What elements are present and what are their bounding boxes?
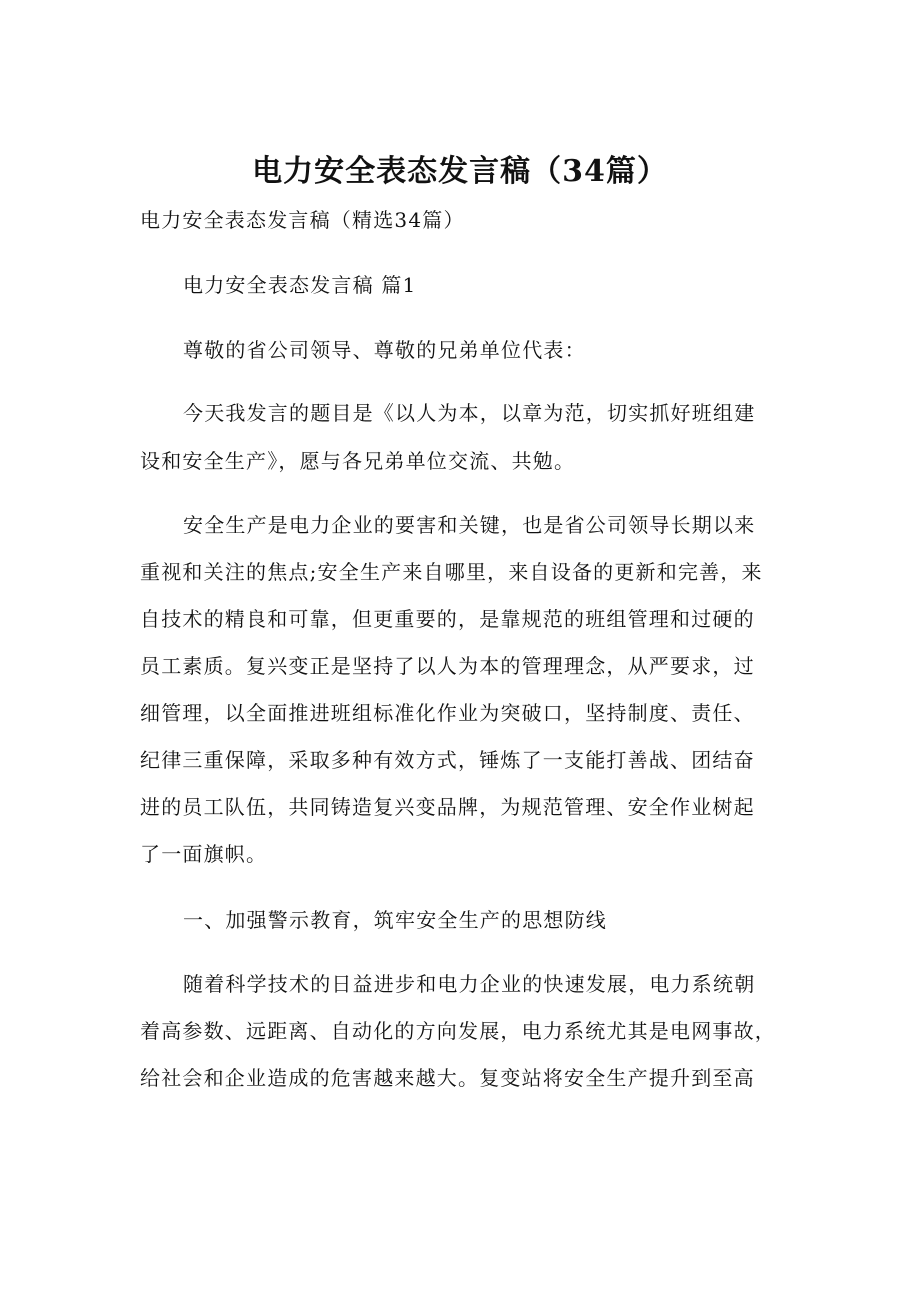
paragraph-line: 细管理，以全面推进班组标准化作业为突破口，坚持制度、责任、 [140, 701, 755, 725]
section-heading-1: 一、加强警示教育，筑牢安全生产的思想防线 [183, 908, 607, 932]
paragraph-line: 了一面旗帜。 [140, 842, 268, 866]
salutation: 尊敬的省公司领导、尊敬的兄弟单位代表： [183, 338, 586, 362]
paragraph-line: 随着科学技术的日益进步和电力企业的快速发展，电力系统朝 [183, 972, 756, 996]
paragraph-line: 进的员工队伍，共同铸造复兴变品牌，为规范管理、安全作业树起 [140, 795, 755, 819]
paragraph-line: 安全生产是电力企业的要害和关键，也是省公司领导长期以来 [183, 513, 756, 537]
document-title: 电力安全表态发言稿（34篇） [252, 154, 668, 189]
paragraph-line: 重视和关注的焦点;安全生产来自哪里，来自设备的更新和完善，来 [140, 560, 763, 584]
paragraph-line: 纪律三重保障，采取多种有效方式，锤炼了一支能打善战、团结奋 [140, 748, 755, 772]
section-heading: 电力安全表态发言稿 篇1 [183, 273, 417, 297]
paragraph-line: 今天我发言的题目是《以人为本，以章为范，切实抓好班组建 [183, 401, 756, 425]
document-subtitle: 电力安全表态发言稿（精选34篇） [140, 208, 465, 232]
paragraph-line: 自技术的精良和可靠，但更重要的，是靠规范的班组管理和过硬的 [140, 607, 755, 631]
paragraph-line: 员工素质。复兴变正是坚持了以人为本的管理理念，从严要求，过 [140, 654, 755, 678]
paragraph-line: 给社会和企业造成的危害越来越大。复变站将安全生产提升到至高 [140, 1066, 755, 1090]
paragraph-line: 着高参数、远距离、自动化的方向发展，电力系统尤其是电网事故， [140, 1019, 776, 1043]
paragraph-line: 设和安全生产》，愿与各兄弟单位交流、共勉。 [140, 449, 576, 473]
